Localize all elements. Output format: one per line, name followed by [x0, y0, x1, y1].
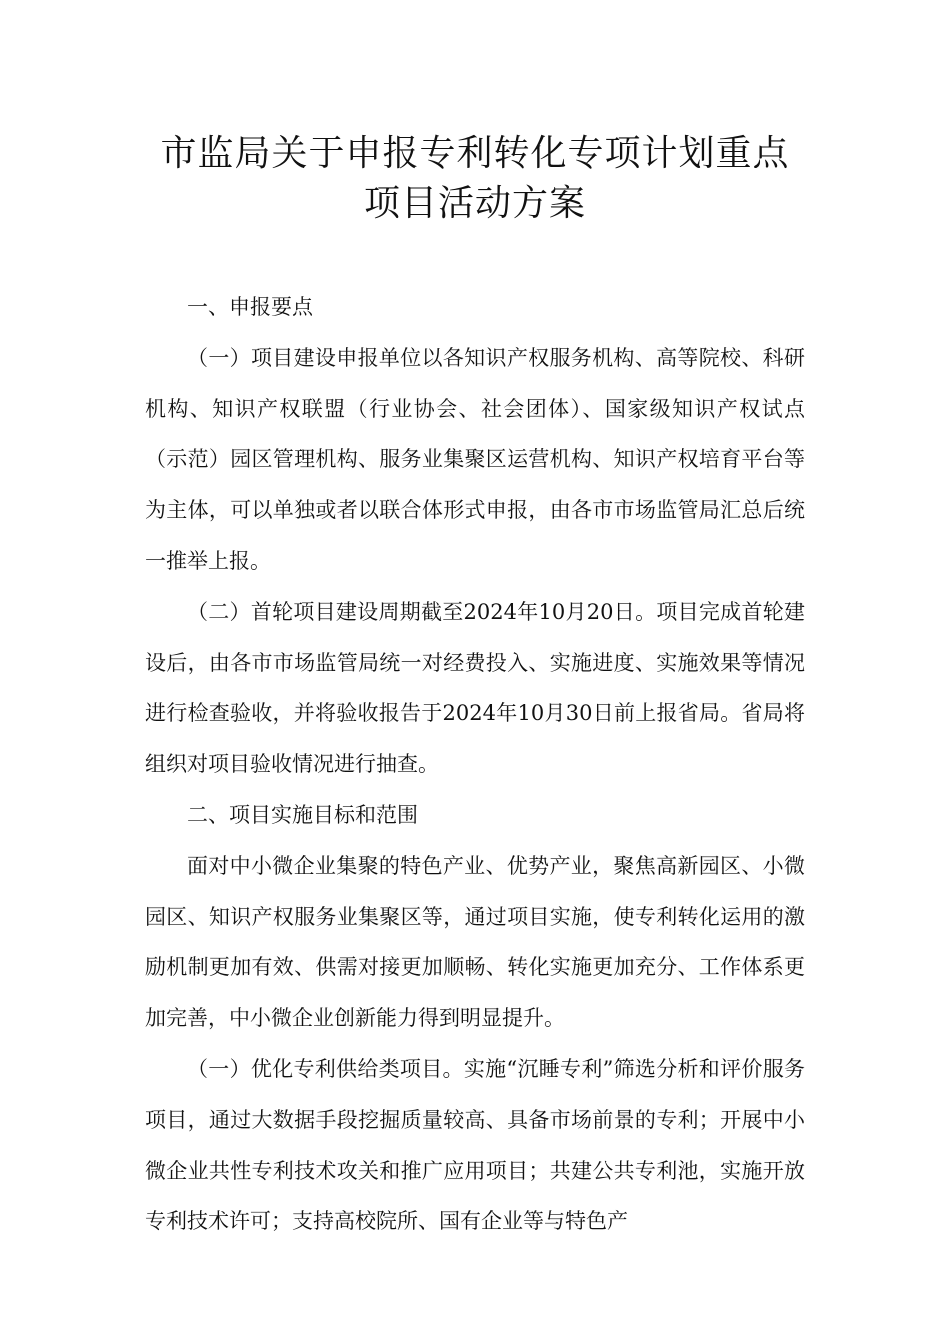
- document-title-line-2: 项目活动方案: [363, 183, 586, 224]
- document-title-line-1: 市监局关于申报专利转化专项计划重点: [160, 133, 790, 174]
- paragraph-3: 面对中小微企业集聚的特色产业、优势产业，聚焦高新园区、小微园区、知识产权服务业集聚区等，通过项目实施，使专利转化运用的激励机制更加有效、供需对接更加顺畅、转化实施更加充分、工作体系更加完善，中小微企业创新能力得到明显提升。: [145, 853, 805, 1031]
- paragraph-4: （一）优化专利供给类项目。实施“沉睡专利”筛选分析和评价服务项目，通过大数据手段挖掘质量较高、具备市场前景的专利；开展中小微企业共性专利技术攻关和推广应用项目；共建公共专利池，实施开放专利技术许可；支持高校院所、国有企业等与特色产: [145, 1056, 805, 1234]
- section-heading-2: 二、项目实施目标和范围: [187, 802, 418, 827]
- paragraph-2: （二）首轮项目建设周期截至2024年10月20日。项目完成首轮建设后，由各市市场监管局统一对经费投入、实施进度、实施效果等情况进行检查验收，并将验收报告于2024年10月30日前上报省局。省局将组织对项目验收情况进行抽查。: [145, 599, 805, 777]
- section-heading-1: 一、申报要点: [187, 295, 313, 319]
- document-body: [145, 282, 805, 1247]
- paragraph-1: （一）项目建设申报单位以各知识产权服务机构、高等院校、科研机构、知识产权联盟（行业协会、社会团体）、国家级知识产权试点（示范）园区管理机构、服务业集聚区运营机构、知识产权培育平台等为主体，可以单独或者以联合体形式申报，由各市市场监管局汇总后统一推举上报。: [145, 345, 805, 573]
